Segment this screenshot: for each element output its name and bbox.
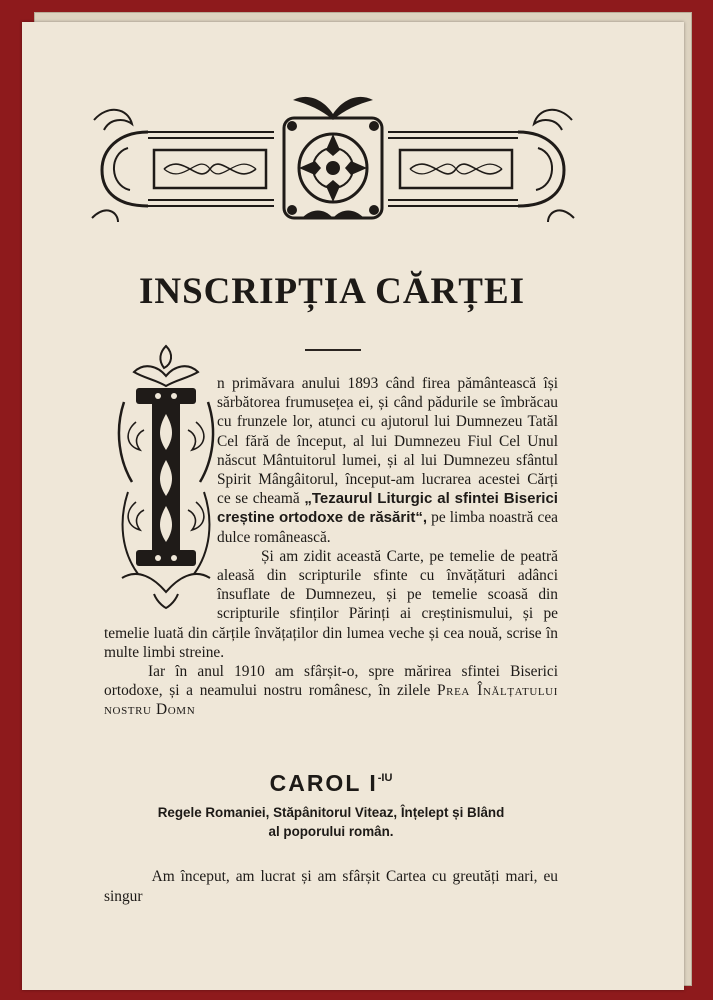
king-name-heading [104, 770, 558, 797]
page-title: INSCRIPȚIA CĂRȚEI [138, 271, 526, 312]
paragraph-2: Și am zidit această Carte, pe temelie de peatră aleasă din scripturile sfinte cu învățături adânci însuflate de Dumnezeu, și pe temelie scoasă din scripturile sfinților Părinți ai creștinismului, și pe temelie luată din cărțile învățaților din lumea veche și cea nouă, scrise în multe limbi streine. [104, 547, 558, 661]
title-divider [305, 349, 361, 351]
book-title-bold: „Tezaurul Liturgic al sfintei Biserici creștine ortodoxe de răsărit“, [217, 490, 558, 527]
paragraph-1-text: n primăvara anului 1893 când firea pământească își sărbătorea frumusețea ei, și când pădurile se îmbrăcau cu frunzele lor, atunci cu ajutorul lui Dumnezeu Tatăl Cel fără de început, al lui Dumnezeu Fiul Cel Unul născut Mântuitorul lumei, și al lui Dumnezeu sfântul Spirit Mângâitorul, început-am lucrarea acestei Cărți ce se cheamă [217, 375, 558, 508]
king-name: CAROL I [269, 770, 378, 796]
closing-paragraph [104, 867, 558, 905]
dropcap-space [104, 374, 217, 610]
body-text [104, 374, 558, 720]
closing-text: Am început, am lucrat și am sfârșit Cartea cu greutăți mari, eu singur [104, 868, 559, 905]
king-name-suffix: -IU [377, 772, 393, 784]
floral-headpiece-ornament-icon [88, 90, 578, 226]
paragraph-3 [104, 662, 558, 720]
king-subtitle-line-2: al poporului român. [268, 824, 394, 839]
paragraph-1-end: pe limba noastră cea dulce românească. [217, 509, 558, 546]
paragraph-3-smallcaps: Prea Înălțatului nostru Domn [104, 682, 558, 719]
paragraph-3-text: Iar în anul 1910 am sfârșit-o, spre mărirea sfintei Biserici ortodoxe, și a neamului nostru românesc, în zilele [104, 663, 558, 700]
king-subtitle [104, 803, 558, 841]
king-subtitle-line-1: Regele Romaniei, Stăpânitorul Viteaz, Înțelept și Blând [157, 805, 505, 820]
document-page [22, 22, 684, 990]
